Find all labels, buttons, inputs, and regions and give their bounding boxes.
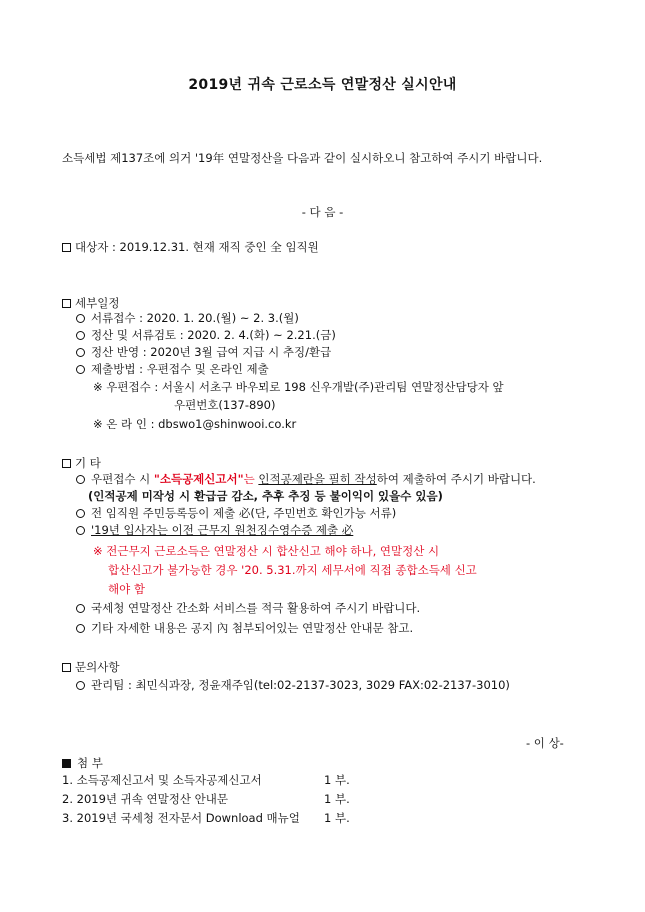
misc-warning-note: 합산신고가 불가능한 경우 '20. 5.31.까지 세무서에 직접 종합소득세 신고 xyxy=(108,563,477,577)
circle-bullet-icon xyxy=(76,509,85,518)
misc-item xyxy=(76,506,396,521)
misc-highlight-text: "소득공제신고서" xyxy=(153,472,244,486)
checkbox-square-icon xyxy=(62,663,71,672)
contact-text: 관리팀 : 최민식과장, 정윤재주임(tel:02-2137-3023, 3029 FAX:02-2137-3010) xyxy=(91,678,510,692)
circle-bullet-icon xyxy=(76,475,85,484)
schedule-item xyxy=(76,362,269,377)
misc-text: 우편접수 시 xyxy=(91,472,154,486)
misc-item xyxy=(76,472,536,487)
postal-address: ※ 우편접수 : 서울시 서초구 바우뫼로 198 신우개발(주)관리팀 연말정산담당자 앞 xyxy=(93,380,504,394)
attachment-label: 1. 소득공제신고서 및 소득자공제신고서 xyxy=(62,773,262,787)
schedule-item-text: 제출방법 : 우편접수 및 온라인 제출 xyxy=(91,362,269,376)
circle-bullet-icon xyxy=(76,365,85,374)
misc-text: 기타 자세한 내용은 공지 內 첨부되어있는 연말정산 안내문 참고. xyxy=(91,621,414,635)
misc-underline-text: 인적공제란을 필히 작성 xyxy=(258,472,377,486)
attachments-heading-text: 첨 부 xyxy=(77,756,103,770)
online-email[interactable]: ※ 온 라 인 : dbswo1@shinwooi.co.kr xyxy=(93,417,297,431)
daum-heading: - 다 음 - xyxy=(301,205,344,219)
attachments-heading xyxy=(62,756,103,771)
circle-bullet-icon xyxy=(76,681,85,690)
misc-text: 하여 제출하여 주시기 바랍니다. xyxy=(376,472,536,486)
circle-bullet-icon xyxy=(76,348,85,357)
misc-item xyxy=(76,601,420,616)
attachment-count: 1 부. xyxy=(324,792,350,806)
target-text: 대상자 : 2019.12.31. 현재 재직 중인 全 임직원 xyxy=(75,240,319,254)
schedule-heading xyxy=(62,296,119,311)
circle-bullet-icon xyxy=(76,314,85,323)
misc-underline-text: '19년 입사자는 이전 근무지 원천징수영수증 제출 必 xyxy=(91,523,354,537)
schedule-item xyxy=(76,345,331,360)
end-mark: - 이 상- xyxy=(526,736,564,750)
checkbox-square-icon xyxy=(62,459,71,468)
filled-square-icon xyxy=(62,759,71,768)
misc-text: 국세청 연말정산 간소화 서비스를 적극 활용하여 주시기 바랍니다. xyxy=(91,601,421,615)
page-title: 2019년 귀속 근로소득 연말정산 실시안내 xyxy=(188,77,457,93)
misc-item xyxy=(76,523,353,538)
schedule-item-text: 정산 반영 : 2020년 3월 급여 지급 시 추징/환급 xyxy=(91,345,332,359)
postal-code: 우편번호(137-890) xyxy=(174,398,276,412)
attachment-count: 1 부. xyxy=(324,773,350,787)
misc-warning-note: ※ 전근무지 근로소득은 연말정산 시 합산신고 해야 하나, 연말정산 시 xyxy=(93,544,440,558)
circle-bullet-icon xyxy=(76,604,85,613)
attachment-count: 1 부. xyxy=(324,811,350,825)
circle-bullet-icon xyxy=(76,331,85,340)
misc-heading xyxy=(62,456,101,471)
schedule-item xyxy=(76,328,336,343)
attachment-label: 2. 2019년 귀속 연말정산 안내문 xyxy=(62,792,228,806)
schedule-heading-text: 세부일정 xyxy=(75,296,120,310)
intro-text: 소득세법 제137조에 의거 '19年 연말정산을 다음과 같이 실시하오니 참고하여 주시기 바랍니다. xyxy=(62,151,543,165)
contact-heading xyxy=(62,660,119,675)
checkbox-square-icon xyxy=(62,243,71,252)
misc-heading-text: 기 타 xyxy=(75,456,101,470)
circle-bullet-icon xyxy=(76,624,85,633)
schedule-item xyxy=(76,311,299,326)
misc-item xyxy=(76,621,413,636)
misc-item-note: (인적공제 미작성 시 환급금 감소, 추후 추징 등 불이익이 있을수 있음) xyxy=(88,489,443,503)
circle-bullet-icon xyxy=(76,526,85,535)
schedule-item-text: 정산 및 서류검토 : 2020. 2. 4.(화) ~ 2.21.(금) xyxy=(91,328,336,342)
schedule-item-text: 서류접수 : 2020. 1. 20.(월) ~ 2. 3.(월) xyxy=(91,311,299,325)
misc-warning-note: 해야 함 xyxy=(108,582,145,596)
attachment-label: 3. 2019년 국세청 전자문서 Download 매뉴얼 xyxy=(62,811,300,825)
contact-heading-text: 문의사항 xyxy=(75,660,120,674)
target-section xyxy=(62,240,319,255)
contact-item xyxy=(76,678,510,693)
misc-text: 전 임직원 주민등록등이 제출 必(단, 주민번호 확인가능 서류) xyxy=(91,506,397,520)
checkbox-square-icon xyxy=(62,299,71,308)
misc-highlight-text: 는 xyxy=(243,472,259,486)
